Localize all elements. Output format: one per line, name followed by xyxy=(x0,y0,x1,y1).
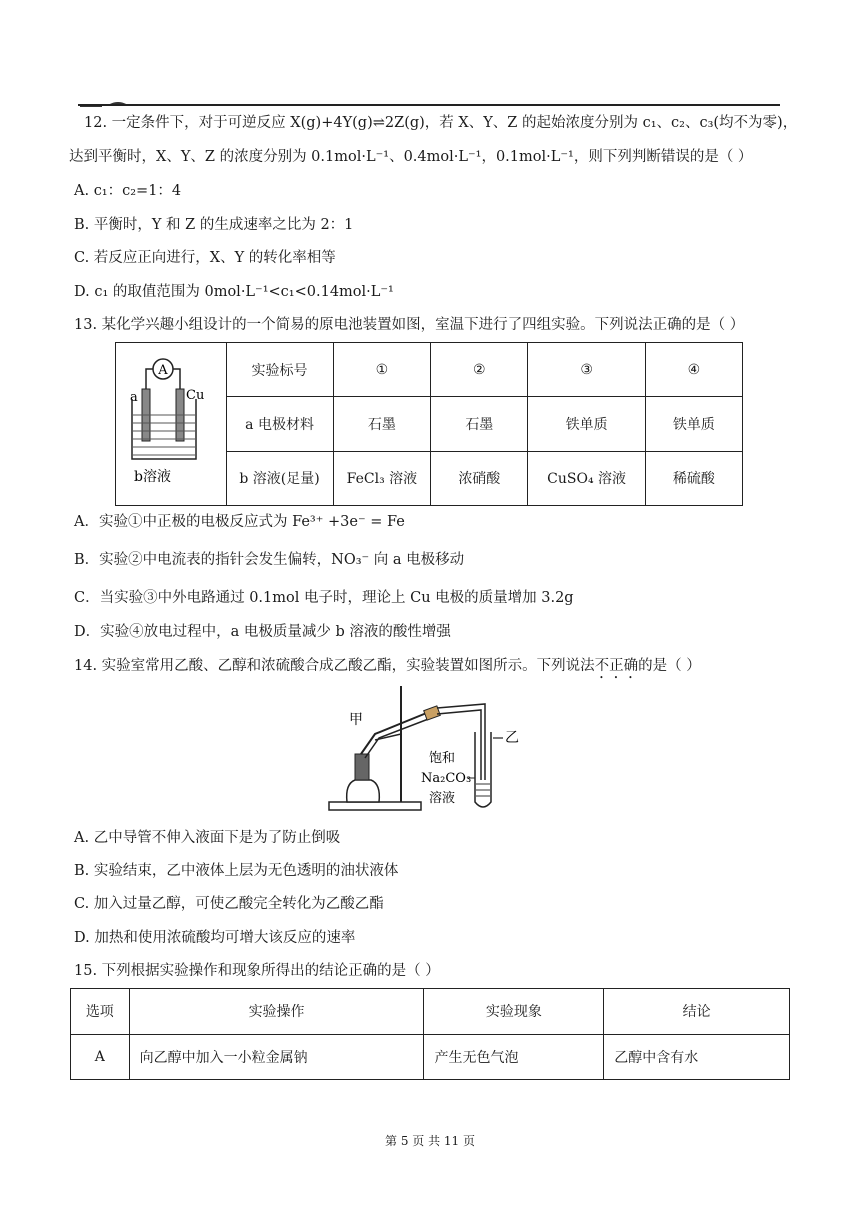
q13-option-a: A．实验①中正极的电极反应式为 Fe³⁺ +3e⁻ = Fe xyxy=(74,514,405,530)
galvanic-cell-figure xyxy=(120,349,224,499)
q13-header-1: ① xyxy=(333,343,431,397)
meter-label: A xyxy=(158,363,168,378)
q13-row-b-3: CuSO₄ 溶液 xyxy=(528,451,645,505)
q13-row-b-label: b 溶液(足量) xyxy=(226,451,333,505)
q13-row-a-4: 铁单质 xyxy=(645,397,742,451)
q13-stem: 13. 某化学兴趣小组设计的一个简易的原电池装置如图，室温下进行了四组实验。下列说法正确的是（ ） xyxy=(74,317,745,333)
q15-table xyxy=(70,988,790,1080)
q13-row-a-1: 石墨 xyxy=(333,397,431,451)
q13-header-4: ④ xyxy=(645,343,742,397)
q13-row-b-2: 浓硝酸 xyxy=(431,451,528,505)
q12-option-c: C. 若反应正向进行，X、Y 的转化率相等 xyxy=(74,250,336,266)
solution-label: b溶液 xyxy=(134,469,171,485)
q14-stem-emphasis: 不正确 xyxy=(594,658,639,674)
q13-row-b-4: 稀硫酸 xyxy=(645,451,742,505)
q13-table xyxy=(115,342,743,506)
q15-header-option: 选项 xyxy=(71,989,130,1035)
q13-row-a-label: a 电极材料 xyxy=(226,397,333,451)
page-footer: 第 5 页 共 11 页 xyxy=(385,1134,475,1148)
q15-header-phenomenon: 实验现象 xyxy=(424,989,604,1035)
label-yi: 乙 xyxy=(505,730,519,746)
q12-option-b: B. 平衡时，Y 和 Z 的生成速率之比为 2：1 xyxy=(74,217,354,233)
q15-row-operation: 向乙醇中加入一小粒金属钠 xyxy=(129,1034,424,1080)
q12-option-a: A. c₁：c₂=1：4 xyxy=(74,183,182,199)
q14-option-d: D. 加热和使用浓硫酸均可增大该反应的速率 xyxy=(74,930,356,946)
q14-stem-before: 14. 实验室常用乙酸、乙醇和浓硫酸合成乙酸乙酯，实验装置如图所示。下列说法 xyxy=(74,658,595,674)
q13-option-b: B．实验②中电流表的指针会发生偏转，NO₃⁻ 向 a 电极移动 xyxy=(74,552,465,568)
q13-header-2: ② xyxy=(431,343,528,397)
label-solution: 溶液 xyxy=(429,791,456,806)
ester-apparatus-figure xyxy=(325,684,525,818)
top-mark xyxy=(78,96,138,104)
q14-option-b: B. 实验结束，乙中液体上层为无色透明的油状液体 xyxy=(74,863,399,879)
q15-row-option: A xyxy=(71,1034,130,1080)
q15-row-phenomenon: 产生无色气泡 xyxy=(424,1034,604,1080)
q14-option-c: C. 加入过量乙醇，可使乙酸完全转化为乙酸乙酯 xyxy=(74,896,384,912)
q14-option-a: A. 乙中导管不伸入液面下是为了防止倒吸 xyxy=(74,830,341,846)
label-saturated: 饱和 xyxy=(429,751,456,766)
label-na2co3: Na₂CO₃ xyxy=(421,771,472,786)
q12-line1: 12. 一定条件下，对于可逆反应 X(g)+4Y(g)⇌2Z(g)，若 X、Y、Z 的起始浓度分别为 c₁、c₂、c₃(均不为零)， xyxy=(84,115,798,131)
q13-row-a-2: 石墨 xyxy=(431,397,528,451)
label-jia: 甲 xyxy=(349,712,363,728)
q15-row-conclusion: 乙醇中含有水 xyxy=(604,1034,790,1080)
q13-option-c: C．当实验③中外电路通过 0.1mol 电子时，理论上 Cu 电极的质量增加 3.2g xyxy=(74,590,574,606)
q13-option-d: D．实验④放电过程中，a 电极质量减少 b 溶液的酸性增强 xyxy=(74,624,451,640)
q15-header-operation: 实验操作 xyxy=(129,989,424,1035)
q12-line2: 达到平衡时，X、Y、Z 的浓度分别为 0.1mol·L⁻¹、0.4mol·L⁻¹，0.1mol·L⁻¹，则下列判断错误的是（ ） xyxy=(69,149,753,165)
q14-stem-after: 的是（ ） xyxy=(638,658,701,674)
q13-row-a-3: 铁单质 xyxy=(528,397,645,451)
electrode-a-label: a xyxy=(130,390,138,405)
q15-stem: 15. 下列根据实验操作和现象所得出的结论正确的是（ ） xyxy=(74,963,440,979)
q14-stem xyxy=(74,656,701,682)
q12-option-d: D. c₁ 的取值范围为 0mol·L⁻¹<c₁<0.14mol·L⁻¹ xyxy=(74,284,394,300)
q13-figure-cell xyxy=(116,343,227,506)
top-rule xyxy=(78,104,780,106)
q13-row-b-1: FeCl₃ 溶液 xyxy=(333,451,431,505)
electrode-cu-label: Cu xyxy=(186,388,205,403)
q15-header-conclusion: 结论 xyxy=(604,989,790,1035)
q13-header-3: ③ xyxy=(528,343,645,397)
q13-header-label: 实验标号 xyxy=(226,343,333,397)
